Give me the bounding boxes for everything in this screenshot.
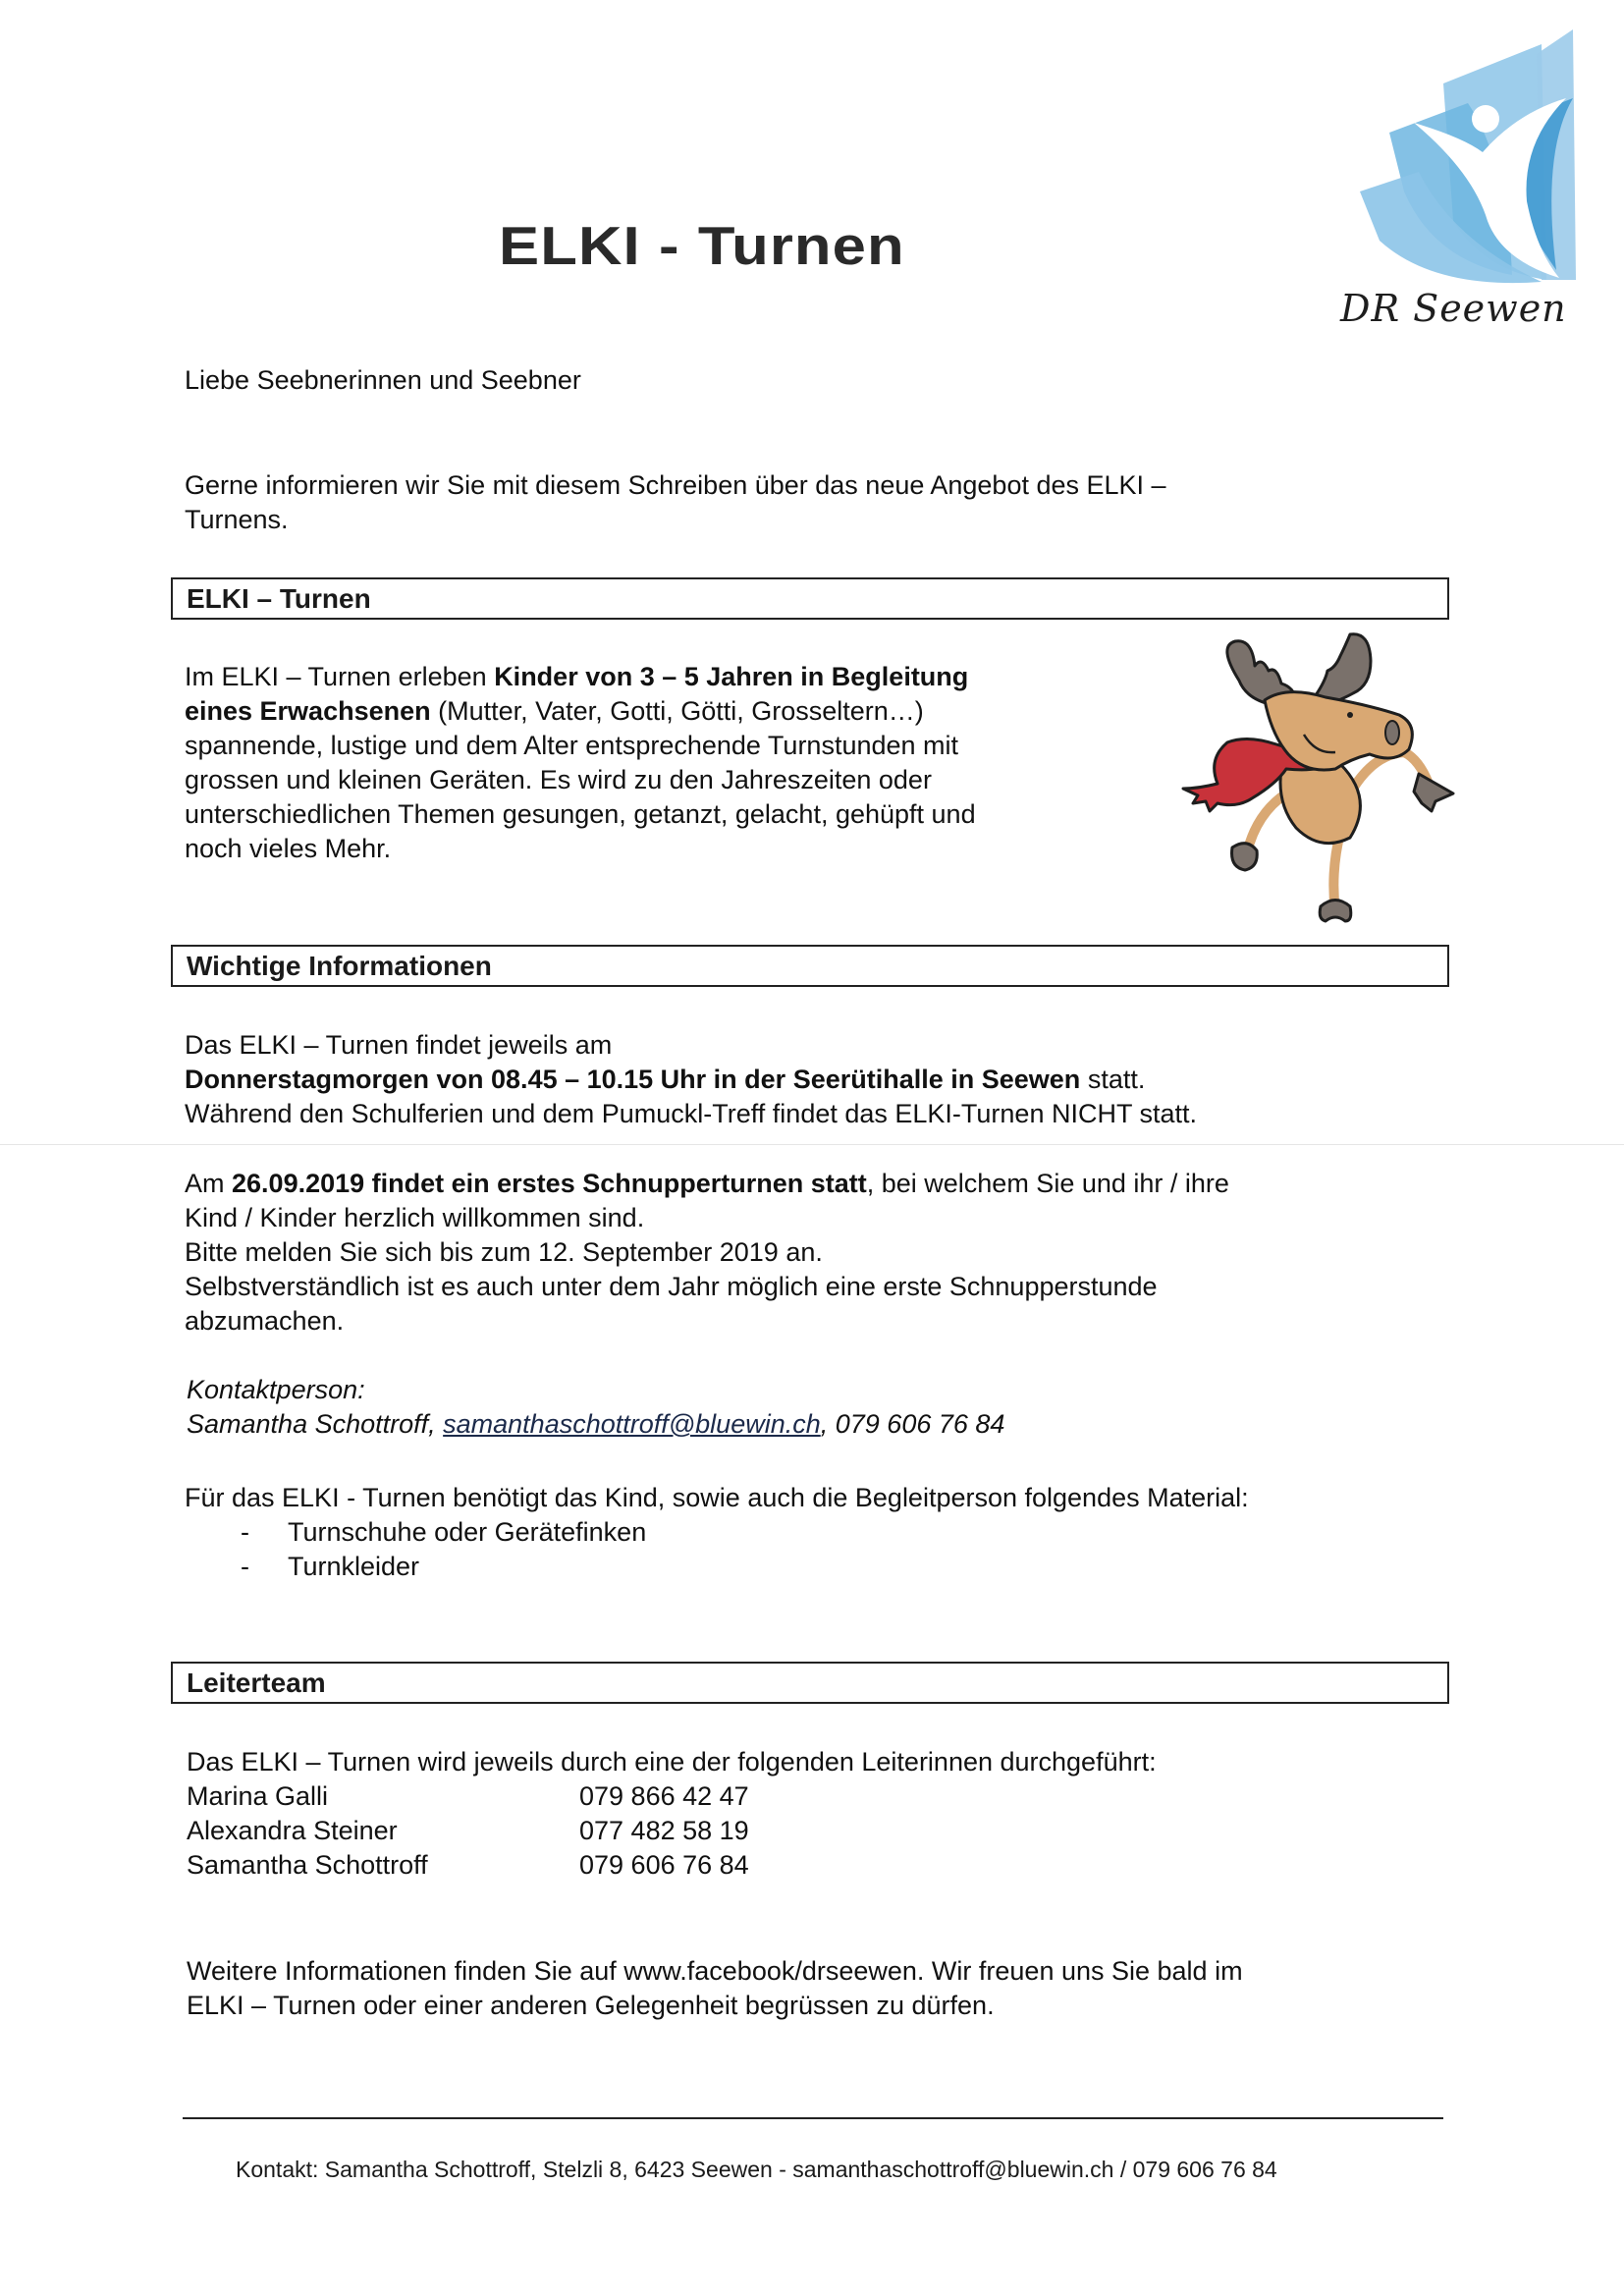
trial-line-4: Selbstverständlich ist es auch unter dem Jahr möglich eine erste Schnupperstunde xyxy=(185,1272,1158,1301)
page-title: ELKI - Turnen xyxy=(499,215,905,276)
scan-artifact-line xyxy=(0,1144,1624,1145)
logo xyxy=(1345,25,1591,285)
closing-paragraph xyxy=(187,1954,1243,2023)
dancing-moose-icon xyxy=(1178,627,1463,936)
contact-label: Kontaktperson: xyxy=(187,1375,365,1404)
material-intro: Für das ELKI - Turnen benötigt das Kind, sowie auch die Begleitperson folgendes Material: xyxy=(185,1483,1249,1512)
section-header-elki xyxy=(171,577,1449,620)
trial-line-2: Kind / Kinder herzlich willkommen sind. xyxy=(185,1203,645,1232)
moose-illustration xyxy=(1178,627,1463,936)
closing-line-2: ELKI – Turnen oder einer anderen Gelegenheit begrüssen zu dürfen. xyxy=(187,1991,995,2020)
leader-row xyxy=(187,1779,874,1814)
intro-line-1: Gerne informieren wir Sie mit diesem Schreiben über das neue Angebot des ELKI – xyxy=(185,470,1166,500)
contact-line: Samantha Schottroff, samanthaschottroff@bluewin.ch, 079 606 76 84 xyxy=(187,1409,1005,1439)
elki-paragraph xyxy=(185,660,976,866)
material-item: - Turnschuhe oder Gerätefinken xyxy=(185,1515,1461,1550)
leader-row xyxy=(187,1848,874,1883)
contact-block xyxy=(187,1373,1004,1442)
info-line-1: Das ELKI – Turnen findet jeweils am xyxy=(185,1030,613,1060)
bullet-dash: - xyxy=(241,1517,249,1547)
elki-line-3: spannende, lustige und dem Alter entsprechende Turnstunden mit xyxy=(185,731,959,760)
elki-line-2: eines Erwachsenen (Mutter, Vater, Gotti, Götti, Grosseltern…) xyxy=(185,696,924,726)
trial-line-3: Bitte melden Sie sich bis zum 12. September 2019 an. xyxy=(185,1237,823,1267)
footer-contact: Kontakt: Samantha Schottroff, Stelzli 8, 6423 Seewen - samanthaschottroff@bluewin.ch / 079 606 76 84 xyxy=(236,2157,1277,2182)
info-line-2: Donnerstagmorgen von 08.45 – 10.15 Uhr in der Seerütihalle in Seewen statt. xyxy=(185,1065,1146,1094)
section-heading: Leiterteam xyxy=(187,1667,326,1698)
trial-paragraph xyxy=(185,1167,1229,1339)
elki-line-1: Im ELKI – Turnen erleben Kinder von 3 – 5 Jahren in Begleitung xyxy=(185,662,969,691)
info-line-3: Während den Schulferien und dem Pumuckl-Treff findet das ELKI-Turnen NICHT statt. xyxy=(185,1099,1197,1128)
team-intro: Das ELKI – Turnen wird jeweils durch eine der folgenden Leiterinnen durchgeführt: xyxy=(187,1747,1157,1777)
leader-name: Alexandra Steiner xyxy=(187,1816,398,1845)
leader-phone: 079 606 76 84 xyxy=(579,1850,749,1880)
footer-divider xyxy=(183,2117,1443,2119)
closing-line-1: Weitere Informationen finden Sie auf www.facebook/drseewen. Wir freuen uns Sie bald im xyxy=(187,1956,1243,1986)
lotus-person-logo-icon xyxy=(1345,25,1591,285)
contact-email-link[interactable]: samanthaschottroff@bluewin.ch xyxy=(443,1409,821,1439)
section-heading: ELKI – Turnen xyxy=(187,583,371,614)
leader-name: Samantha Schottroff xyxy=(187,1850,428,1880)
leader-row xyxy=(187,1814,874,1848)
trial-line-5: abzumachen. xyxy=(185,1306,345,1336)
material-block xyxy=(185,1481,1461,1589)
material-item: - Turnkleider xyxy=(185,1550,1461,1584)
elki-line-6: noch vieles Mehr. xyxy=(185,834,392,863)
leader-phone: 079 866 42 47 xyxy=(579,1781,749,1811)
section-header-team xyxy=(171,1662,1449,1704)
elki-line-4: grossen und kleinen Geräten. Es wird zu den Jahreszeiten oder xyxy=(185,765,932,794)
logo-caption: DR Seewen xyxy=(1340,287,1567,330)
bullet-dash: - xyxy=(241,1552,249,1581)
intro-line-2: Turnens. xyxy=(185,505,289,534)
leader-name: Marina Galli xyxy=(187,1781,329,1811)
leader-phone: 077 482 58 19 xyxy=(579,1816,749,1845)
greeting: Liebe Seebnerinnen und Seebner xyxy=(185,365,581,395)
info-schedule xyxy=(185,1028,1197,1131)
section-header-info xyxy=(171,945,1449,987)
elki-line-5: unterschiedlichen Themen gesungen, getanzt, gelacht, gehüpft und xyxy=(185,799,976,829)
trial-line-1: Am 26.09.2019 findet ein erstes Schnupperturnen statt, bei welchem Sie und ihr / ihre xyxy=(185,1169,1229,1198)
section-heading: Wichtige Informationen xyxy=(187,951,492,981)
leader-list xyxy=(187,1779,874,1883)
